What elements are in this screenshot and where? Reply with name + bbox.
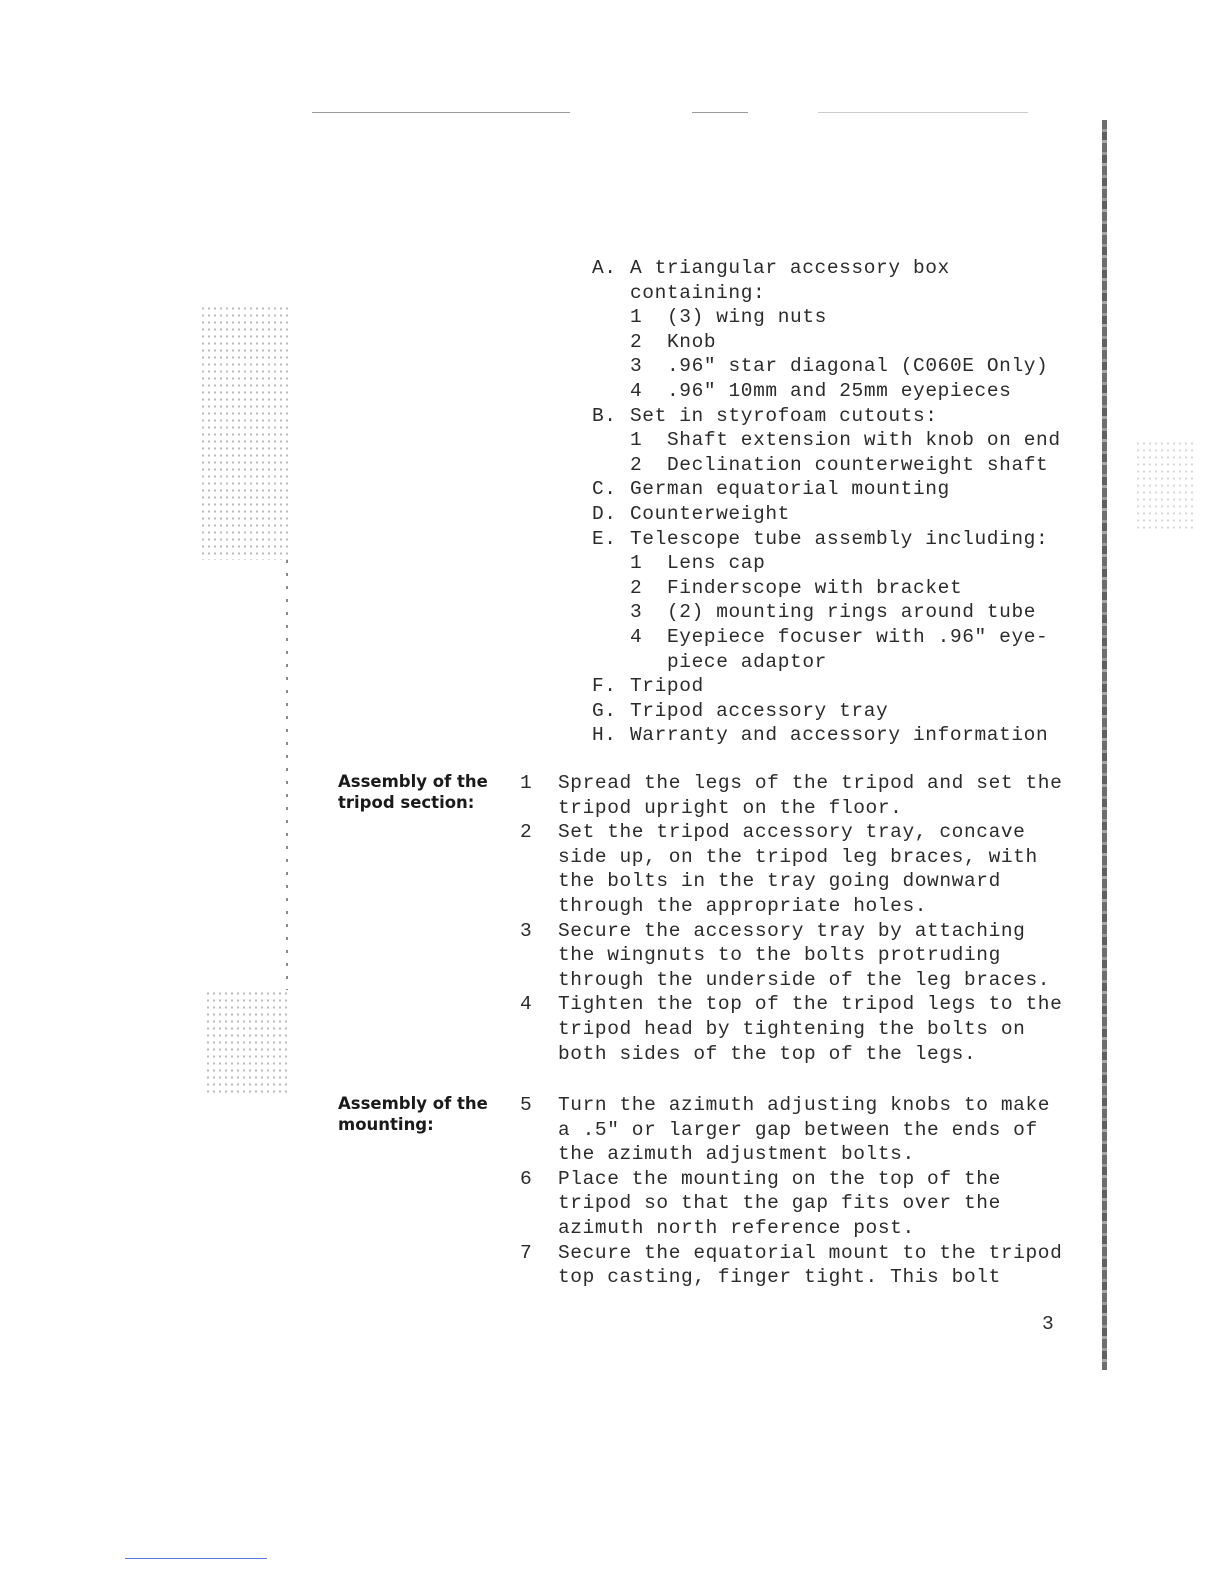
step-text: Turn the azimuth adjusting knobs to make a .5" or larger gap between the ends of the azimuth adjustment bolts. [558,1094,1051,1166]
step-number: 5 [520,1094,533,1116]
sub-item-number: 1 [630,552,643,575]
tripod-steps [520,771,1073,1066]
sub-item-text: .96" star diagonal (C060E Only) [667,355,1049,378]
step-text: Spread the legs of the tripod and set the tripod upright on the floor. [558,772,1063,819]
sub-item-number: 1 [630,306,643,329]
item-text: Set in styrofoam cutouts: [630,404,938,427]
item-text: Counterweight [630,502,790,525]
sub-item-number: 3 [630,355,643,378]
section-heading-tripod: Assembly of the tripod section: [338,772,488,812]
scan-line [692,112,748,113]
sub-list-item [630,600,1070,625]
sub-item-text: (3) wing nuts [667,306,827,329]
step-item [520,1241,1073,1290]
step-text: Set the tripod accessory tray, concave side up, on the tripod leg braces, with the bolts in the tray going downward through the appropriate holes. [558,821,1038,917]
step-item [520,992,1073,1066]
sub-item-text: Lens cap [667,552,766,575]
step-number: 6 [520,1167,533,1190]
section-heading-mounting: Assembly of the mounting: [338,1094,488,1134]
sub-item-text: Shaft extension with knob on end [667,429,1061,452]
parts-list-item [592,502,1070,527]
sub-list-item [630,576,1070,601]
parts-list-item [592,723,1070,748]
sub-list-item [630,305,1067,330]
scan-noise [1135,440,1195,530]
step-item [520,820,1073,918]
scan-edge [1102,120,1107,1370]
sub-item-text: Eyepiece focuser with .96" eye- piece adaptor [667,625,1049,673]
parts-list-item [592,256,1070,404]
sub-item-text: .96" 10mm and 25mm eyepieces [667,379,1012,402]
item-text: Warranty and accessory information [630,724,1049,747]
sub-item-number: 2 [630,453,643,476]
sub-list [630,551,1070,674]
item-letter: A. [592,257,617,279]
step-item [520,919,1073,993]
step-number: 7 [520,1241,533,1264]
sub-list-item [630,354,1067,379]
sub-list [630,305,1067,403]
sub-list-item [630,625,1070,674]
sub-item-number: 2 [630,576,643,599]
step-number: 4 [520,993,533,1016]
item-letter: C. [592,478,617,501]
scan-noise [205,990,290,1095]
scan-noise [286,560,288,990]
sub-item-text: Declination counterweight shaft [667,453,1049,476]
scan-noise [200,305,290,560]
item-text: Tripod accessory tray [630,699,889,722]
item-text: German equatorial mounting [630,478,950,501]
sub-list-item [630,379,1067,404]
sub-list-item [630,330,1067,355]
step-number: 2 [520,821,533,844]
item-letter: D. [592,502,617,525]
item-letter: B. [592,404,617,427]
sub-list [630,428,1070,477]
scan-line [818,112,1028,113]
sub-item-text: (2) mounting rings around tube [667,601,1037,624]
step-text: Place the mounting on the top of the tripod so that the gap fits over the azimuth north reference post. [558,1167,1001,1239]
parts-list-item [592,674,1070,699]
sub-item-number: 4 [630,379,643,402]
sub-item-number: 3 [630,601,643,624]
item-text: A triangular accessory box containing: [630,257,950,304]
item-letter: F. [592,675,617,698]
parts-list-item [592,477,1070,502]
sub-list-item [630,551,1070,576]
parts-list-item [592,699,1070,724]
step-item [520,1093,1073,1167]
scan-line [125,1558,267,1559]
parts-list-item [592,527,1070,675]
step-number: 1 [520,772,533,794]
sub-item-text: Knob [667,330,717,353]
item-letter: G. [592,699,617,722]
sub-item-number: 4 [630,625,643,648]
sub-item-number: 1 [630,429,643,452]
sub-item-number: 2 [630,330,643,353]
parts-list [592,256,1070,748]
step-text: Secure the equatorial mount to the tripod top casting, finger tight. This bolt [558,1241,1063,1289]
parts-list-item [592,404,1070,478]
scan-line [312,112,570,113]
sub-list-item [630,453,1070,478]
step-text: Tighten the top of the tripod legs to the tripod head by tightening the bolts on both sides of the top of the legs. [558,993,1063,1065]
step-text: Secure the accessory tray by attaching the wingnuts to the bolts protruding through the underside of the leg braces. [558,919,1051,991]
sub-list-item [630,428,1070,453]
item-letter: H. [592,724,617,747]
step-item [520,1167,1073,1241]
item-text: Tripod [630,675,704,698]
mounting-steps [520,1093,1073,1290]
item-text: Telescope tube assembly including: [630,527,1049,550]
step-item [520,771,1073,820]
sub-item-text: Finderscope with bracket [667,576,963,599]
step-number: 3 [520,919,533,942]
item-letter: E. [592,527,617,550]
page-number: 3 [1042,1313,1055,1335]
